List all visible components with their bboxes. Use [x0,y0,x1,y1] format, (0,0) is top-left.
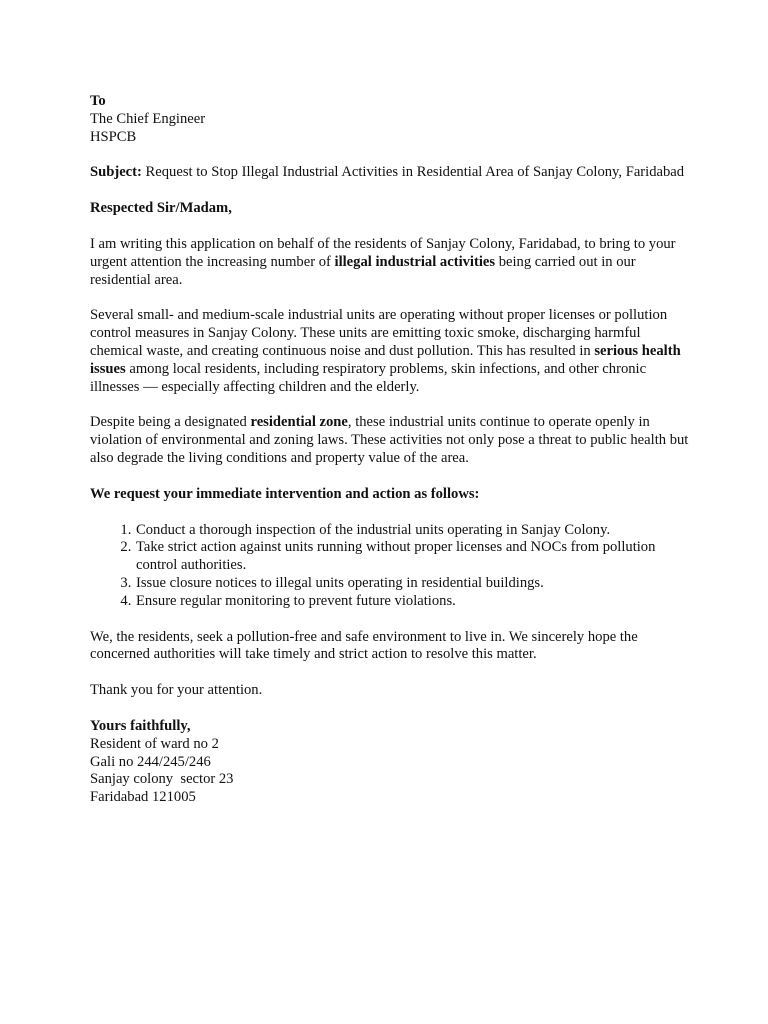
paragraph-health-text-end: among local residents, including respiratory problems, skin infections, and other chronic illnesses — especially affecting children and the elderly. [90,360,647,395]
paragraph-intro-text: I am writing this application on behalf of the residents of Sanjay Colony, Faridabad, to bring to your urgent attention the increasing number of [90,235,676,270]
salutation: Respected Sir/Madam, [90,200,232,217]
paragraph-intro-text-end: being carried out in our residential area. [90,253,636,288]
sender-line: Sanjay colony sector 23 [90,771,234,788]
sender-line: Resident of ward no 2 [90,735,219,752]
request-heading: We request your immediate intervention and action as follows: [90,485,480,502]
subject-text: Request to Stop Illegal Industrial Activities in Residential Area of Sanjay Colony, Faridabad [141,164,685,181]
paragraph-health-emphasis: serious health issues [90,342,681,377]
request-list [90,522,690,611]
subject-label: Subject: [90,164,142,181]
request-item: 3. Issue closure notices to illegal units operating in residential buildings. [135,575,690,593]
recipient-title: The Chief Engineer [90,110,206,127]
request-item: 1. Conduct a thorough inspection of the industrial units operating in Sanjay Colony. [135,522,690,540]
paragraph-zoning-emphasis: residential zone [250,414,348,431]
closing-line: Yours faithfully, [90,717,191,734]
sender-line: Faridabad 121005 [90,789,196,806]
paragraph-zoning [90,414,690,467]
paragraph-intro [90,236,690,289]
paragraph-health-text: Several small- and medium-scale industrial units are operating without proper licenses or pollution control measures in Sanjay Colony. These units are emitting toxic smoke, discharging harmful chemical waste, and creating continuous noise and dust pollution. This has resulted in [90,307,668,359]
paragraph-health [90,307,690,396]
to-label: To [90,93,106,109]
thanks-line: Thank you for your attention. [90,682,263,699]
signature-block [90,718,690,807]
letter-page [90,93,690,807]
paragraph-zoning-text: Despite being a designated [90,414,251,431]
paragraph-closing: We, the residents, seek a pollution-free and safe environment to live in. We sincerely hope the concerned authorities will take timely and strict action to resolve this matter. [90,628,638,663]
request-item: 2. Take strict action against units running without proper licenses and NOCs from pollution control authorities. [135,539,690,575]
subject-line [90,164,690,182]
request-item: 4. Ensure regular monitoring to prevent future violations. [135,593,690,611]
recipient-block [90,93,690,146]
sender-line: Gali no 244/245/246 [90,753,211,770]
recipient-org: HSPCB [90,128,137,145]
paragraph-zoning-text-end: , these industrial units continue to operate openly in violation of environmental and zoning laws. These activities not only pose a threat to public health but also degrade the living conditions and property value of the area. [90,414,689,466]
paragraph-intro-emphasis: illegal industrial activities [334,253,496,270]
